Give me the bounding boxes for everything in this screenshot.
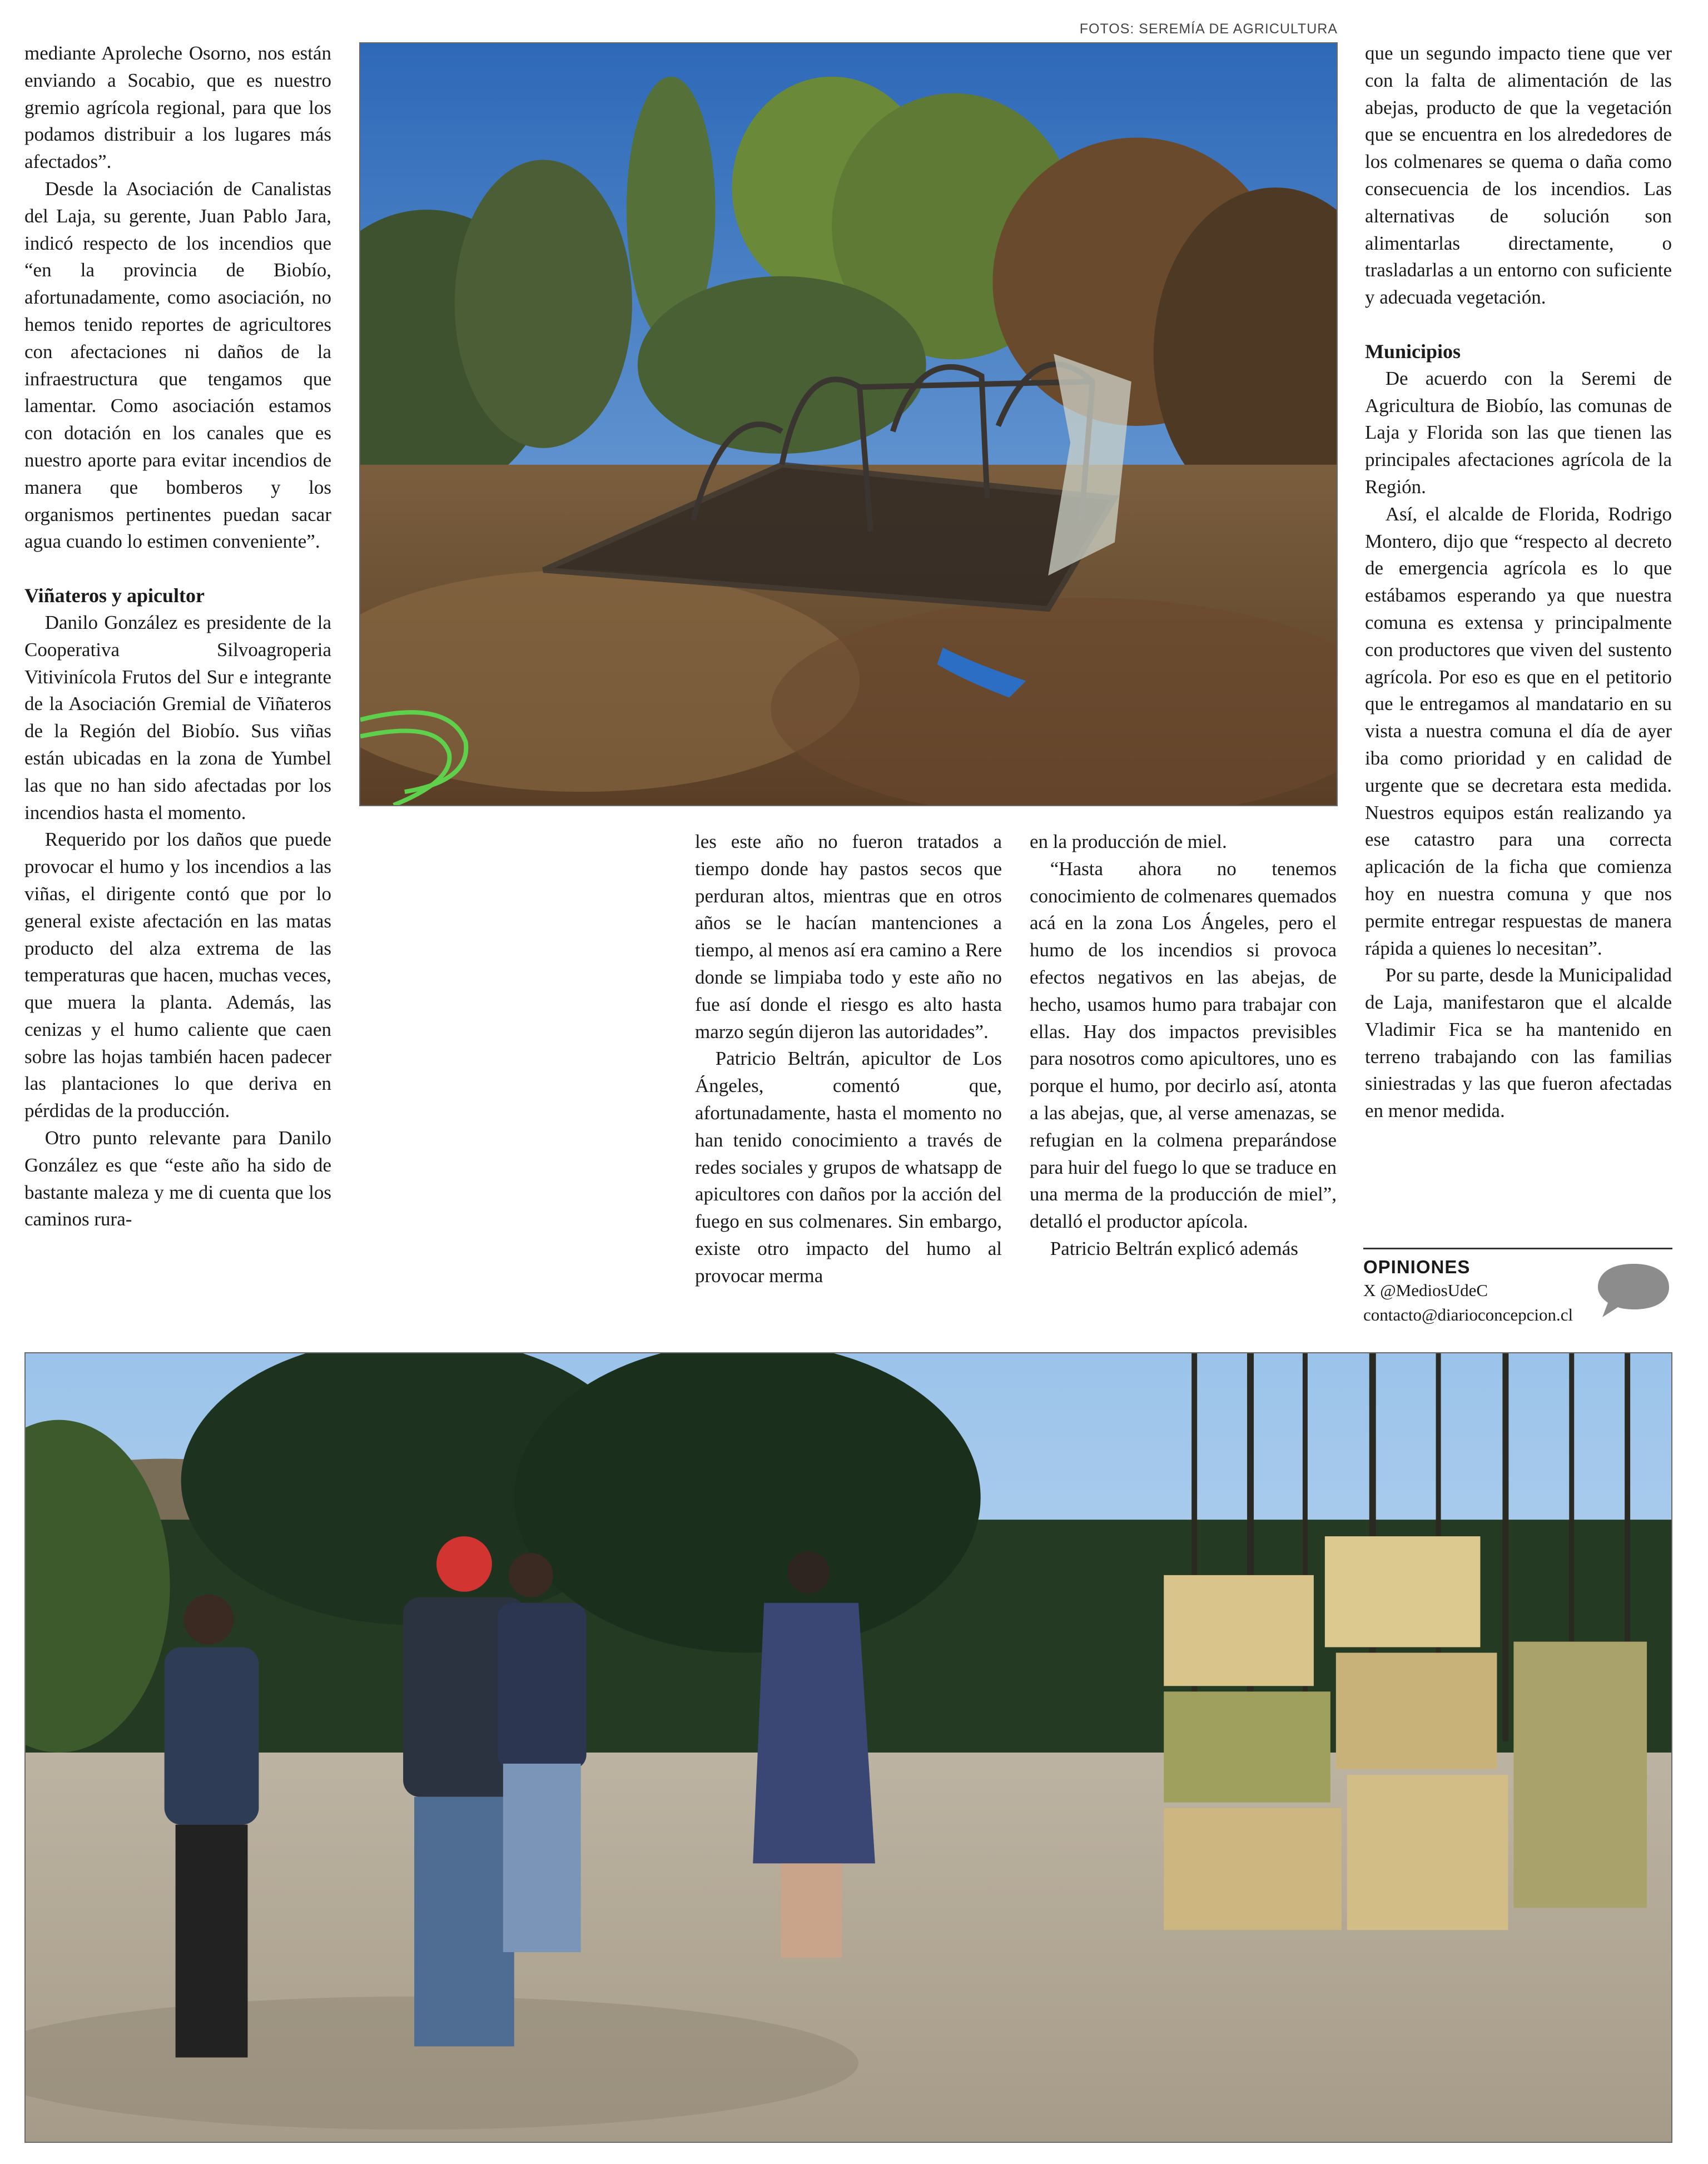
section-heading: Viñateros y apicultor bbox=[24, 584, 205, 607]
photo-image bbox=[26, 1353, 1671, 2142]
paragraph: les este año no fueron tratados a tiempo donde hay pastos secos que perduran altos, mientras que en otros años se le hacían mantenciones a tiempo, al menos así era camino a Rere donde se limpiaba todo y este año no fue así donde el riesgo es alto hasta marzo según dijeron las autoridades”. bbox=[695, 831, 1002, 1043]
photo-image bbox=[360, 43, 1337, 805]
paragraph: De acuerdo con la Seremi de Agricultura de Biobío, las comunas de Laja y Florida son las que tienen las principales afectaciones agrícola de la Región. bbox=[1365, 367, 1672, 498]
opinions-title: OPINIONES bbox=[1363, 1257, 1471, 1277]
article-column-2 bbox=[695, 828, 1002, 1290]
article-column-3 bbox=[1030, 828, 1337, 1263]
officials-walking-hay-bales-photo bbox=[24, 1352, 1672, 2143]
paragraph: Requerido por los daños que puede provocar el humo y los incendios a las viñas, el dirigente contó que por lo general existe afectación en las matas producto del alza extrema de las temperaturas que hacen, muchas veces, que muera la planta. Además, las cenizas y el humo caliente que caen sobre las hojas también hacen padecer las plantaciones lo que deriva en pérdidas de la producción. bbox=[24, 828, 331, 1122]
photo-credit: FOTOS: SEREMÍA DE AGRICULTURA bbox=[1079, 21, 1338, 37]
speech-bubble-icon bbox=[1595, 1259, 1672, 1321]
paragraph: Patricio Beltrán, apicultor de Los Ángeles, comentó que, afortunadamente, hasta el momento no han tenido conocimiento a través de redes sociales y grupos de whatsapp de apicultores con daños por la acción del fuego en sus colmenares. Sin embargo, existe otro impacto del humo al provocar merma bbox=[695, 1048, 1002, 1287]
paragraph: Danilo González es presidente de la Cooperativa Silvoagroperia Vitivinícola Frutos del Sur e integrante de la Asociación Gremial de Viñateros de la Región del Biobío. Sus viñas están ubicadas en la zona de Yumbel las que no han sido afectadas por los incendios hasta el momento. bbox=[24, 611, 331, 823]
paragraph: Patricio Beltrán explicó además bbox=[1050, 1237, 1298, 1259]
section-heading: Municipios bbox=[1365, 340, 1461, 363]
burned-greenhouse-photo bbox=[359, 42, 1338, 806]
paragraph: en la producción de miel. bbox=[1030, 831, 1227, 852]
article-column-1 bbox=[24, 40, 331, 1233]
paragraph: Por su parte, desde la Municipalidad de Laja, manifestaron que el alcalde Vladimir Fica se ha mantenido en terreno trabajando con las familias siniestradas y las que fueron afectadas en menor medida. bbox=[1365, 964, 1672, 1122]
opinions-box bbox=[1363, 1248, 1672, 1327]
paragraph: Desde la Asociación de Canalistas del Laja, su gerente, Juan Pablo Jara, indicó respecto de los incendios que “en la provincia de Biobío, afortunadamente, como asociación, no hemos tenido reportes de agricultores con afectaciones ni daños de la infraestructura que tengamos que lamentar. Como asociación estamos con dotación en los canales que es nuestro aporte para evitar incendios de manera que bomberos y los organismos pertinentes puedan sacar agua cuando lo estimen conveniente”. bbox=[24, 177, 331, 553]
paragraph: Otro punto relevante para Danilo González es que “este año ha sido de bastante maleza y me di cuenta que los caminos rura- bbox=[24, 1127, 331, 1230]
paragraph: que un segundo impacto tiene que ver con la falta de alimentación de las abejas, producto de que la vegetación que se encuentra en los alrededores de los colmenares se quema o daña como consecuencia de los incendios. Las alternativas de solución son alimentarlas directamente, o trasladarlas a un entorno con suficiente y adecuada vegetación. bbox=[1365, 42, 1672, 309]
paragraph: “Hasta ahora no tenemos conocimiento de colmenares quemados acá en la zona Los Ángeles, pero el humo de los incendios si provoca efectos negativos en las abejas, de hecho, usamos humo para trabajar con ellas. Hay dos impactos previsibles para nosotros como apicultores, uno es porque el humo, por decirlo así, atonta a las abejas, que, al verse amenazas, se refugian en la colmena preparándose para huir del fuego lo que se traduce en una merma de la producción de miel”, detalló el productor apícola. bbox=[1030, 857, 1337, 1233]
opinions-handle: X @MediosUdeC bbox=[1363, 1280, 1488, 1300]
paragraph: Así, el alcalde de Florida, Rodrigo Montero, dijo que “respecto al decreto de emergencia agrícola es lo que estábamos esperando ya que nuestra comuna es extensa y principalmente con productores que viven del sustento agrícola. Por eso es que en el petitorio que le entregamos al mandatario en su vista a nuestra comuna el día de ayer iba como prioridad y en calidad de urgente que se decretara esta medida. Nuestros equipos están realizando ya ese catastro para una correcta aplicación de la ficha que comienza hoy en nuestra comuna y que nos permite entregar respuestas de manera rápida a quienes lo necesitan”. bbox=[1365, 503, 1672, 959]
paragraph: mediante Aproleche Osorno, nos están enviando a Socabio, que es nuestro gremio agrícola regional, para que los podamos distribuir a los lugares más afectados”. bbox=[24, 42, 331, 173]
article-column-4 bbox=[1365, 40, 1672, 1125]
opinions-email[interactable]: contacto@diarioconcepcion.cl bbox=[1363, 1305, 1573, 1324]
